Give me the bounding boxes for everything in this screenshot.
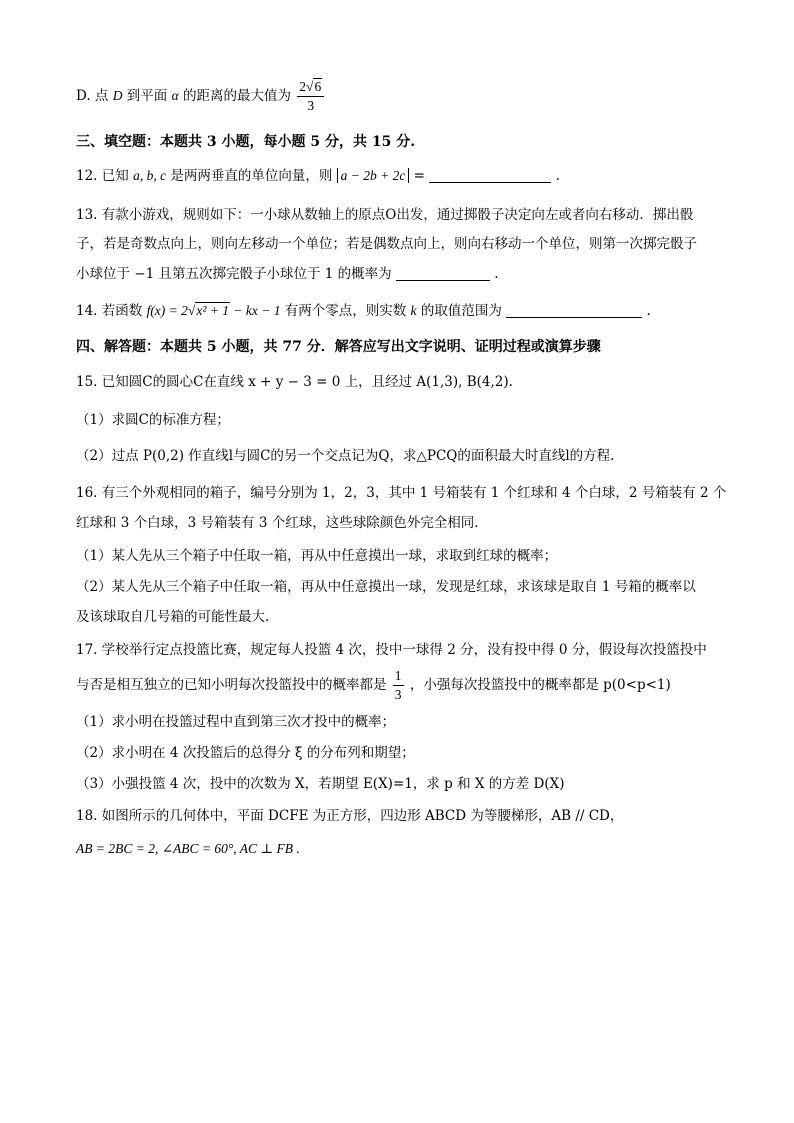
q17-part-2: （2）求小明在 4 次投篮后的总得分 ξ 的分布列和期望；	[76, 745, 415, 761]
option-d-mid1: 到平面	[126, 88, 168, 104]
q14-func-text: f(x) = 2	[146, 303, 188, 318]
q18-line-1: 18. 如图所示的几何体中，平面 DCFE 为正方形，四边形 ABCD 为等腰梯形，AB // CD，	[76, 808, 624, 824]
frac-num-radicand: 6	[314, 79, 322, 94]
q15-line-1: 15. 已知圆C的圆心C在直线 x + y − 3 = 0 上，且经过 A(1,3), B(4,2).	[76, 374, 513, 390]
q17-line-1: 17. 学校举行定点投篮比赛，规定每人投篮 4 次，投中一球得 2 分，没有投中得 0 分，假设每次投篮投中	[76, 642, 707, 658]
option-d-mid2: 的距离的最大值为	[182, 88, 291, 104]
q17-frac-num: 1	[393, 667, 404, 686]
q13-line-3	[76, 264, 499, 284]
q14-answer-blank[interactable]	[506, 303, 642, 318]
q14-mid: 有两个零点，则实数	[284, 303, 407, 319]
q16-part-1: （1）某人先从三个箱子中任取一箱，再从中任意摸出一球，求取到红球的概率；	[76, 548, 558, 564]
q17-line-2b: ，小强每次投篮投中的概率都是 p(0<p<1)	[409, 677, 671, 693]
q17-part-3: （3）小强投篮 4 次，投中的次数为 X，若期望 E(X)=1，求 p 和 X 的方差 D(X)	[76, 776, 565, 792]
option-d-prefix: D. 点	[76, 88, 109, 104]
q14-func-rest: − kx − 1	[229, 303, 281, 318]
q17-frac-den: 3	[394, 687, 402, 702]
q13-end: .	[494, 266, 499, 282]
option-d-line	[76, 78, 326, 115]
q14-k-var: k	[410, 303, 417, 318]
q16-part-2b: 及该球取自几号箱的可能性最大.	[76, 609, 270, 625]
q13-line-3-text: 小球位于 −1 且第五次掷完骰子小球位于 1 的概率为	[76, 266, 392, 282]
q13-line-2: 子，若是奇数点向上，则向左移动一个单位；若是偶数点向上，则向右移动一个单位，则第一次掷完骰子	[76, 236, 697, 252]
plane-alpha: α	[171, 88, 179, 103]
section-4-title: 四、解答题：本题共 5 小题，共 77 分．解答应写出文字说明、证明过程或演算步骤	[76, 339, 601, 355]
q12-expression	[337, 168, 410, 183]
question-14	[76, 301, 651, 321]
q17-fraction	[393, 667, 404, 704]
q14-function: f(x) = 2√x² + 1 − kx − 1	[146, 303, 281, 318]
frac-den: 3	[307, 98, 315, 113]
point-d-var: D	[112, 88, 123, 103]
q17-part-1: （1）求小明在投篮过程中直到第三次才投中的概率；	[76, 714, 396, 730]
q15-part-1: （1）求圆C的标准方程；	[76, 412, 230, 428]
q17-line-2a: 与否是相互独立的已知小明每次投篮投中的概率都是	[76, 677, 387, 693]
section-3-title: 三、填空题：本题共 3 小题，每小题 5 分，共 15 分.	[76, 134, 416, 150]
q12-vectors: a, b, c	[133, 168, 167, 183]
answer-fraction: $\frac{2√6}{3}$	[297, 78, 324, 115]
q14-suffix: 的取值范围为	[420, 303, 502, 319]
q12-num: 12. 已知	[76, 168, 129, 184]
q12-answer-blank[interactable]	[429, 168, 551, 183]
q13-answer-blank[interactable]	[396, 266, 490, 281]
q15-part-2: （2）过点 P(0,2) 作直线l与圆C的另一个交点记为Q，求△PCQ的面积最大时直线l的方程.	[76, 448, 615, 464]
q14-prefix: 14. 若函数	[76, 303, 143, 319]
q14-radicand: x² + 1	[196, 303, 229, 318]
q17-line-2	[76, 667, 671, 704]
q13-line-1: 13. 有款小游戏，规则如下：一小球从数轴上的原点O出发，通过掷骰子决定向左或者向右移动．掷出骰	[76, 207, 694, 223]
q16-line-2: 红球和 3 个白球，3 号箱装有 3 个红球，这些球除颜色外完全相同.	[76, 515, 479, 531]
q16-line-1: 16. 有三个外观相同的箱子，编号分别为 1，2，3，其中 1 号箱装有 1 个红球和 4 个白球，2 号箱装有 2 个	[76, 485, 727, 501]
q14-end: .	[646, 303, 651, 319]
q12-text: 是两两垂直的单位向量，则	[170, 168, 333, 184]
q12-equals: =	[413, 168, 425, 184]
question-12	[76, 166, 560, 186]
q16-part-2a: （2）某人先从三个箱子中任取一箱，再从中任意摸出一球，发现是红球，求该球是取自 1 号箱的概率以	[76, 579, 696, 595]
q18-line-2: AB = 2BC = 2, ∠ABC = 60°, AC ⊥ FB .	[76, 841, 300, 856]
frac-num-coef: 2	[299, 79, 307, 94]
q12-end: .	[555, 168, 560, 184]
q12-expr-text: a − 2b + 2c	[340, 168, 406, 183]
